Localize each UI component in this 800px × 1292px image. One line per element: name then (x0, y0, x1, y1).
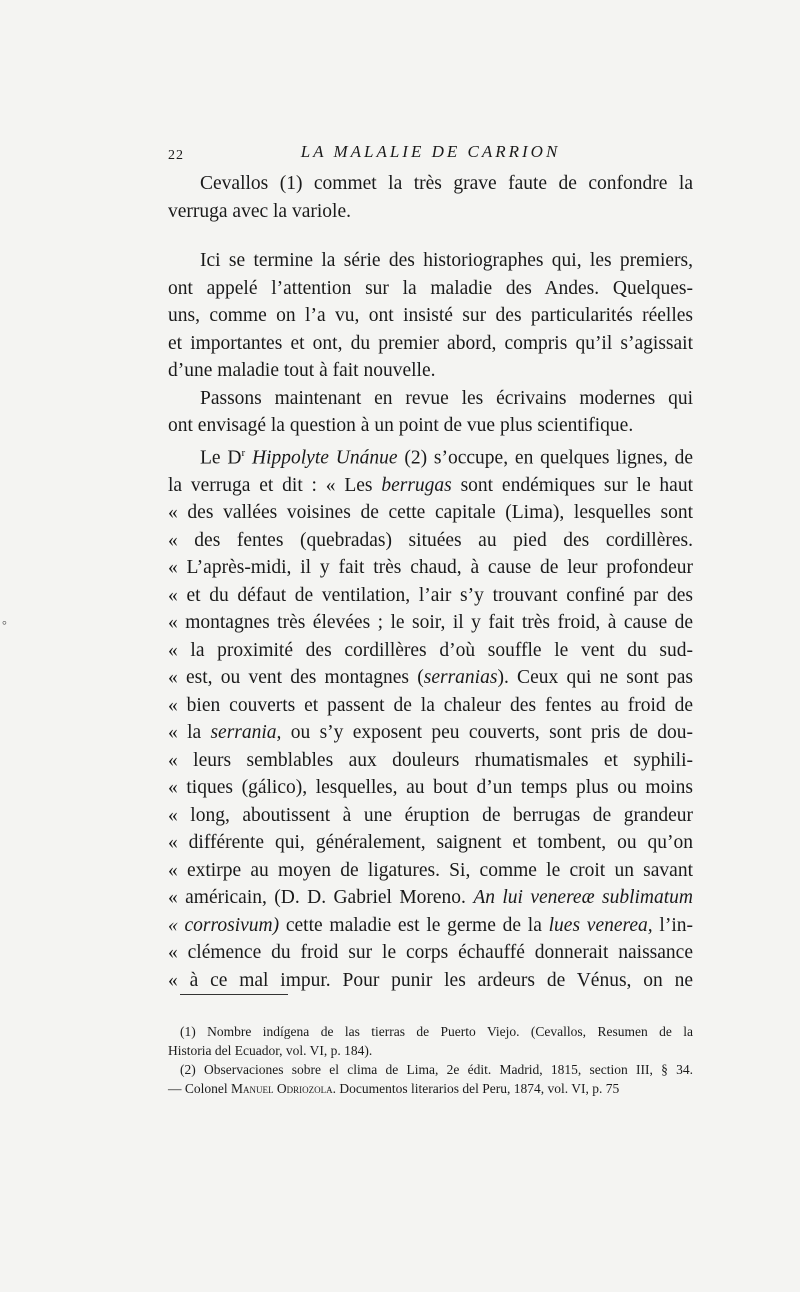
quote-line: « est, ou vent des montagnes (serranias). Ceux qui ne sont pas (168, 667, 693, 688)
text-line: Cevallos (1) commet la très grave faute de confondre la (200, 173, 693, 194)
quote-line: « bien couverts et passent de la chaleur des fentes au froid de (168, 694, 693, 716)
text-line: et importantes et ont, du premier abord, compris qu’il s’agissait (168, 332, 693, 354)
text-line: verruga avec la variole. (168, 200, 351, 222)
footnotes (168, 1022, 693, 1098)
author-name: Hippolyte Unánue (252, 447, 398, 468)
quote-line: « clémence du froid sur le corps échauffé donnerait naissance (168, 942, 693, 963)
quote-line: « L’après-midi, il y fait très chaud, à cause de leur profondeur (168, 557, 693, 578)
footnote-2-line: — Colonel Manuel Odriozola. Documentos literarios del Peru, 1874, vol. VI, p. 75 (168, 1081, 620, 1096)
author-name: Manuel Odriozola. (231, 1081, 336, 1096)
text-line: ont appelé l’attention sur la maladie des Andes. Quelques- (168, 277, 693, 299)
quote-line: « et du défaut de ventilation, l’air s’y trouvant confiné par des (168, 584, 693, 606)
quote-line: « à ce mal impur. Pour punir les ardeurs de Vénus, on ne (168, 969, 693, 991)
quote-line: « américain, (D. D. Gabriel Moreno. An lui venereæ sublimatum (168, 887, 693, 908)
quote-line: « des fentes (quebradas) situées au pied des cordillères. (168, 529, 693, 551)
text-line: Passons maintenant en revue les écrivains modernes qui (200, 387, 693, 409)
footnote-2-line: (2) Observaciones sobre el clima de Lima, 2e édit. Madrid, 1815, section III, § 34. (180, 1062, 693, 1077)
page-header (168, 142, 693, 166)
quote-line: « des vallées voisines de cette capitale (Lima), lesquelles sont (168, 502, 693, 523)
footnote-1-line: (1) Nombre indígena de las tierras de Puerto Viejo. (Cevallos, Resumen de la (180, 1024, 693, 1039)
paragraph-4 (168, 440, 693, 995)
footnote-1-line: Historia del Ecuador, vol. VI, p. 184). (168, 1043, 373, 1058)
margin-mark: ° (2, 618, 7, 632)
quote-line: « la proximité des cordillères d’où souffle le vent du sud- (168, 639, 693, 661)
paragraph-3 (168, 385, 693, 440)
running-title: LA MALALIE DE CARRION (300, 142, 561, 161)
text-line: d’une maladie tout à fait nouvelle. (168, 360, 436, 381)
quote-line: « différente qui, généralement, saignent et tombent, ou qu’on (168, 832, 693, 853)
quote-line: « long, aboutissent à une éruption de berrugas de grandeur (168, 804, 693, 826)
quote-line: « tiques (gálico), lesquelles, au bout d’un temps plus ou moins (168, 777, 693, 798)
page-number: 22 (168, 148, 184, 163)
text-line: Le $D^r$ Hippolyte Unánue (2) s’occupe, en quelques lignes, de (200, 446, 694, 468)
body-text (168, 170, 693, 994)
text-line: ont envisagé la question à un point de vue plus scientifique. (168, 415, 634, 436)
text-line: la verruga et dit : « Les berrugas sont endémiques sur le haut (168, 474, 693, 496)
paragraph-1 (168, 170, 693, 225)
quote-line: « leurs semblables aux douleurs rhumatismales et syphili- (168, 749, 693, 771)
quote-line: « montagnes très élevées ; le soir, il y fait très froid, à cause de (168, 612, 693, 633)
quote-line: « extirpe au moyen de ligatures. Si, comme le croit un savant (168, 859, 693, 881)
footnote-rule (180, 994, 288, 995)
quote-line: « la serrania, ou s’y exposent peu couverts, sont pris de dou- (168, 722, 693, 743)
paragraph-2 (168, 247, 693, 385)
quote-line: « corrosivum) cette maladie est le germe de la lues venerea, l’in- (168, 914, 693, 936)
text-line: uns, comme on l’a vu, ont insisté sur des particularités réelles (168, 305, 693, 326)
text-line: Ici se termine la série des historiographes qui, les premiers, (200, 250, 693, 271)
